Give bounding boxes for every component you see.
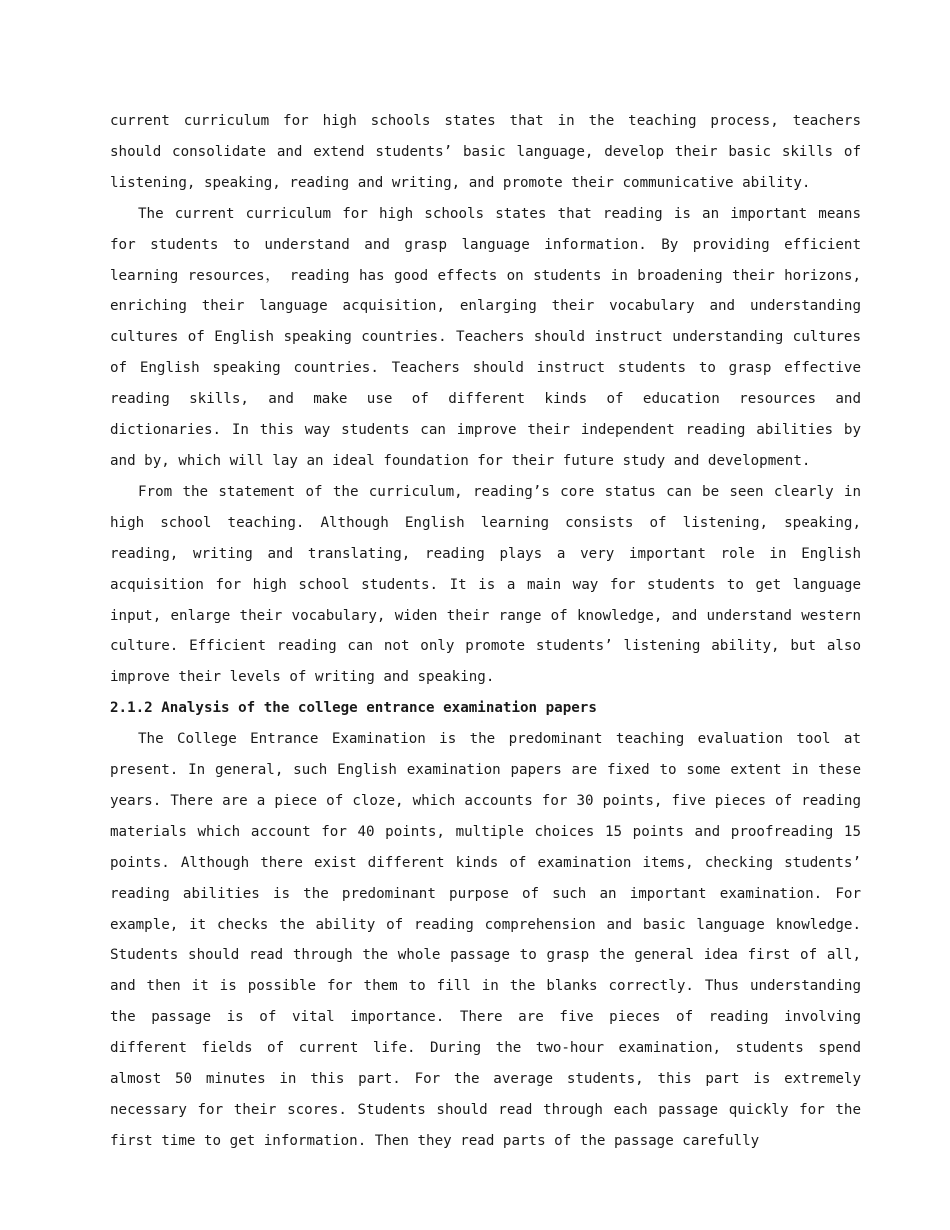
paragraph-curriculum-continuation: current curriculum for high schools states that in the teaching process, teachers should consolidate and extend students’ basic language, develop their basic skills of listening, speaking, reading and writing, and promote their communicative ability. [110, 113, 861, 191]
section-heading: 2.1.2 Analysis of the college entrance examination papers [110, 700, 597, 717]
paragraph-exam-analysis: The College Entrance Examination is the predominant teaching evaluation tool at present. In general, such English examination papers are fixed to some extent in these years. There are a piece of cloze, which accounts for 30 points, five pieces of reading materials which account for 40 points, multiple choices 15 points and proofreading 15 points. Although there exist different kinds of examination items, checking students’ reading abilities is the predominant purpose of such an important examination. For example, it checks the ability of reading comprehension and basic language knowledge. Students should read through the whole passage to grasp the general idea first of all, and then it is possible for them to fill in the blanks correctly. Thus understanding the passage is of vital importance. There are five pieces of reading involving different fields of current life. During the two-hour examination, students spend almost 50 minutes in this part. For the average students, this part is extremely necessary for their scores. Students should read through each passage quickly for the first time to get information. Then they read parts of the passage carefully [110, 731, 861, 1149]
document-page [110, 106, 861, 1157]
paragraph-reading-importance: The current curriculum for high schools states that reading is an important means for students to understand and grasp language information. By providing efficient learning resources， reading has good effects on students in broadening their horizons, enriching their language acquisition, enlarging their vocabulary and understanding cultures of English speaking countries. Teachers should instruct understanding cultures of English speaking countries. Teachers should instruct students to grasp effective reading skills, and make use of different kinds of education resources and dictionaries. In this way students can improve their independent reading abilities by and by, which will lay an ideal foundation for their future study and development. [110, 205, 861, 469]
paragraph-reading-core-status: From the statement of the curriculum, reading’s core status can be seen clearly in high school teaching. Although English learning consists of listening, speaking, reading, writing and translating, reading plays a very important role in English acquisition for high school students. It is a main way for students to get language input, enlarge their vocabulary, widen their range of knowledge, and understand western culture. Efficient reading can not only promote students’ listening ability, but also improve their levels of writing and speaking. [110, 483, 861, 686]
